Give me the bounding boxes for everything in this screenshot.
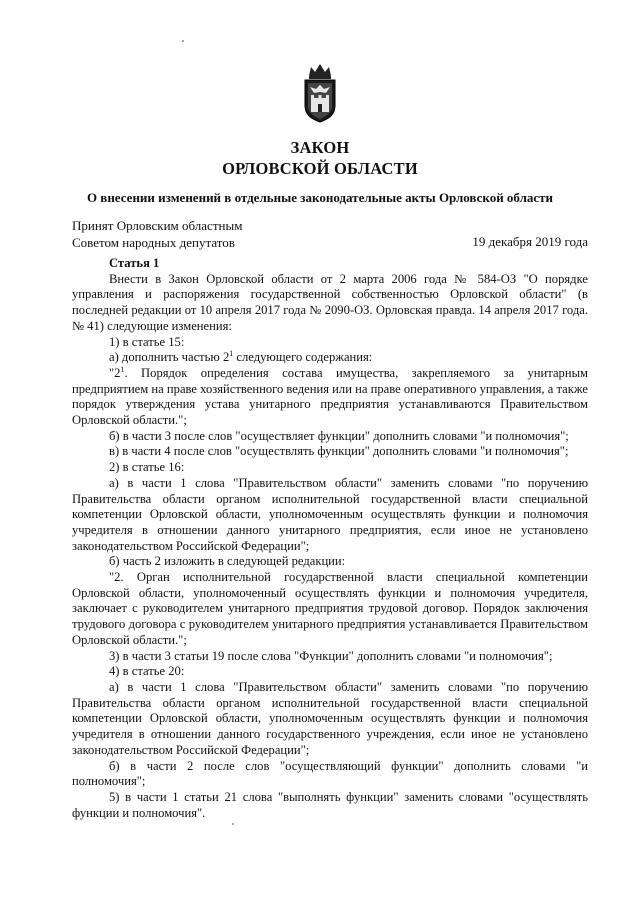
list-item: в) в части 4 после слов "осуществлять функции" дополнить словами "и полномочия";	[109, 444, 569, 459]
list-item: а) в части 1 слова "Правительством области" заменить словами "по поручению Правительства области органом исполнительной государственной власти специальной компетенции Орловской области, уполномоченным осуществлять функции и полномочия учредителя в отношении данного унитарного предприятия, если иное не установлено законодательством Российской Федерации";	[72, 475, 588, 553]
list-item: б) в части 2 после слов "осуществляющий функции" дополнить словами "и полномочия";	[72, 758, 588, 789]
coat-of-arms-icon	[300, 62, 340, 124]
adoption-date: 19 декабря 2019 года	[472, 234, 588, 249]
superscript: 1	[120, 364, 125, 374]
list-item: б) в части 3 после слов "осуществляет функции" дополнить словами "и полномочия";	[109, 428, 569, 443]
list-item: 5) в части 1 статьи 21 слова "выполнять функции" заменить словами "осуществлять функции и полномочия".	[72, 789, 588, 820]
adopted-line-1: Принят Орловским областным	[72, 218, 243, 233]
list-item: 3) в части 3 статьи 19 после слова "Функции" дополнить словами "и полномочия";	[109, 648, 553, 663]
adopted-line-2: Советом народных депутатов	[72, 235, 235, 250]
text-fragment: . Порядок определения состава имущества, закрепляемого за унитарным предприятием на праве хозяйственного ведения или на праве оперативного управления, а также порядок утверждения устава унитарного предприятия устанавливаются Правительством Орловской области.";	[72, 365, 588, 428]
law-subtitle: О внесении изменений в отдельные законодательные акты Орловской области	[86, 190, 554, 205]
list-item	[72, 350, 588, 366]
paragraph-intro: Внести в Закон Орловской области от 2 марта 2006 года № 584-ОЗ "О порядке управления и распоряжения государственной собственностью Орловской области" (в последней редакции от 10 апреля 2017 года № 2090-ОЗ. Орловская правда. 14 апреля 2017 года. № 41) следующие изменения:	[72, 271, 588, 333]
scan-speck	[182, 40, 184, 42]
quote-paragraph	[72, 366, 588, 429]
text-fragment: а) дополнить частью 2	[109, 350, 230, 365]
list-item: б) часть 2 изложить в следующей редакции:	[109, 554, 346, 569]
list-item: 2) в статье 16:	[109, 460, 185, 475]
list-item: 4) в статье 20:	[109, 664, 185, 679]
quote-paragraph: "2. Орган исполнительной государственной власти специальной компетенции Орловской области, уполномоченный осуществлять функции и полномочия учредителя, заключает с руководителем унитарного предприятия трудовой договор. Порядок заключения трудового договора с руководителем унитарного предприятия устанавливается Правительством Орловской области.";	[72, 570, 588, 647]
list-item: 1) в статье 15:	[109, 334, 185, 349]
adopted-by	[72, 217, 242, 251]
scan-speck	[232, 823, 234, 825]
superscript: 1	[229, 349, 234, 359]
list-item: а) в части 1 слова "Правительством области" заменить словами "по поручению Правительства области органом исполнительной государственной власти специальной компетенции Орловской области, уполномоченным осуществлять функции и полномочия учредителя в отношении данного государственного учреждения, если иное не установлено законодательством Российской Федерации";	[72, 679, 588, 757]
document-body	[72, 256, 588, 821]
article-heading: Статья 1	[109, 256, 160, 270]
text-fragment: "2	[109, 365, 121, 380]
text-fragment: следующего содержания:	[233, 350, 373, 365]
law-title: ЗАКОН	[290, 138, 350, 157]
region-title: ОРЛОВСКОЙ ОБЛАСТИ	[222, 159, 418, 178]
